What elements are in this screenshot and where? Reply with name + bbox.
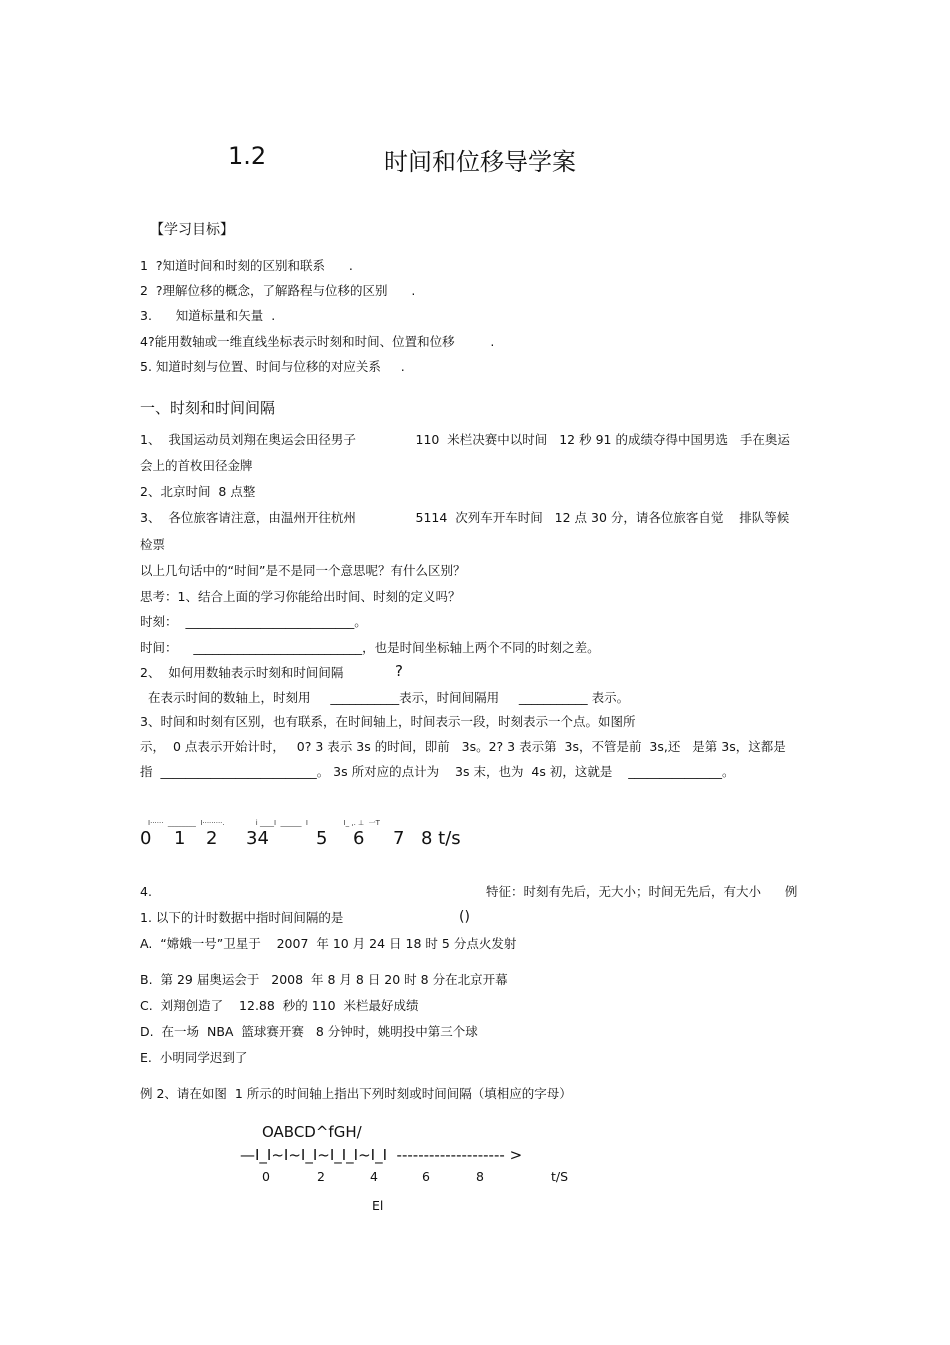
feature-text: 特征：时刻有先后，无大小；时间无先后，有大小 例 <box>486 884 798 899</box>
paragraph-line: 会上的首枚田径金牌 <box>140 458 253 473</box>
option-e: E. 小明同学迟到了 <box>140 1050 248 1065</box>
paragraph-line: 2、 如何用数轴表示时刻和时间间隔 <box>140 665 344 680</box>
page-title: 时间和位移导学案 <box>384 148 576 176</box>
answer-parentheses: () <box>459 909 470 925</box>
paragraph-line: 2、北京时间 8 点整 <box>140 484 256 499</box>
section-number: 4. <box>140 884 152 899</box>
paragraph-line: 在表示时间的数轴上，时刻用 ___________表示，时间间隔用 ___________ 表示。 <box>140 690 630 705</box>
paragraph-line: 示， 0 点表示开始计时， 0? 3 表示 3s 的时间，即前 3s。2? 3 表示第 3s，不管是前 3s,还 是第 3s，这都是 <box>140 739 786 754</box>
option-b: B. 第 29 届奥运会于 2008 年 8 月 8 日 20 时 8 分在北京开幕 <box>140 972 508 987</box>
objectives-heading: 【学习目标】 <box>150 222 234 238</box>
paragraph-line: 检票 <box>140 537 166 552</box>
paragraph-line: 时刻： ___________________________。 <box>140 614 367 629</box>
axis-letters: OABCD^fGH/ <box>262 1123 362 1141</box>
objective-item: 1 ?知道时间和时刻的区别和联系 . <box>140 258 353 273</box>
axis-tick-label: 2 <box>317 1169 325 1184</box>
paragraph-line: 以上几句话中的“时间”是不是同一个意思呢？有什么区别？ <box>140 563 466 578</box>
axis-line: —I_I~I~I_I~I_I_I~I_I -------------------- > <box>240 1146 523 1164</box>
objective-item: 3. 知道标量和矢量 . <box>140 308 276 323</box>
paragraph-line: 思考：1、结合上面的学习你能给出时间、时刻的定义吗？ <box>140 589 461 604</box>
axis-label: 6 <box>353 828 365 849</box>
figure-caption: El <box>372 1198 384 1213</box>
paragraph-line: 3、 各位旅客请注意，由温州开往杭州 5114 次列车开车时间 12 点 30 分，请各位旅客自觉 排队等候 <box>140 510 790 525</box>
axis-label: 8 t/s <box>421 828 461 849</box>
question-mark: ? <box>395 662 403 680</box>
axis-label: 0 <box>140 828 152 849</box>
axis-label: 7 <box>393 828 405 849</box>
paragraph-line: 3、时间和时刻有区别，也有联系，在时间轴上，时间表示一段，时刻表示一个点。如图所 <box>140 714 636 729</box>
option-c: C. 刘翔创造了 12.88 秒的 110 米栏最好成绩 <box>140 998 419 1013</box>
axis-tick-marks: I······ ________ I·········. i ____I ______ I I_ ,. ⊥ 一T <box>148 819 380 827</box>
objective-item: 2 ?理解位移的概念，了解路程与位移的区别 . <box>140 283 416 298</box>
axis-label: 2 <box>206 828 218 849</box>
axis-tick-label: 8 <box>476 1169 484 1184</box>
axis-label: 34 <box>246 828 269 849</box>
section-heading: 一、时刻和时间间隔 <box>140 399 276 417</box>
axis-unit-label: t/S <box>551 1169 569 1184</box>
title-number: 1.2 <box>228 142 267 170</box>
axis-label: 5 <box>316 828 328 849</box>
example-2-text: 例 2、请在如图 1 所示的时间轴上指出下列时刻或时间间隔（填相应的字母） <box>140 1086 572 1101</box>
axis-label: 1 <box>174 828 186 849</box>
objective-item: 4?能用数轴或一维直线坐标表示时刻和时间、位置和位移 . <box>140 334 495 349</box>
axis-tick-label: 6 <box>422 1169 430 1184</box>
axis-tick-label: 0 <box>262 1169 270 1184</box>
paragraph-line: 指 _________________________。 3s 所对应的点计为 3s 末，也为 4s 初，这就是 _______________。 <box>140 764 735 779</box>
option-d: D. 在一场 NBA 篮球赛开赛 8 分钟时，姚明投中第三个球 <box>140 1024 478 1039</box>
axis-tick-label: 4 <box>370 1169 378 1184</box>
objective-item: 5. 知道时刻与位置、时间与位移的对应关系 . <box>140 359 405 374</box>
option-a: A. “嫦娥一号”卫星于 2007 年 10 月 24 日 18 时 5 分点火发射 <box>140 936 517 951</box>
paragraph-line: 1、 我国运动员刘翔在奥运会田径男子 110 米栏决赛中以时间 12 秒 91 的成绩夺得中国男选 手在奥运 <box>140 432 790 447</box>
paragraph-line: 时间： ___________________________，也是时间坐标轴上两个不同的时刻之差。 <box>140 640 600 655</box>
question-text: 1. 以下的计时数据中指时间间隔的是 <box>140 910 344 925</box>
